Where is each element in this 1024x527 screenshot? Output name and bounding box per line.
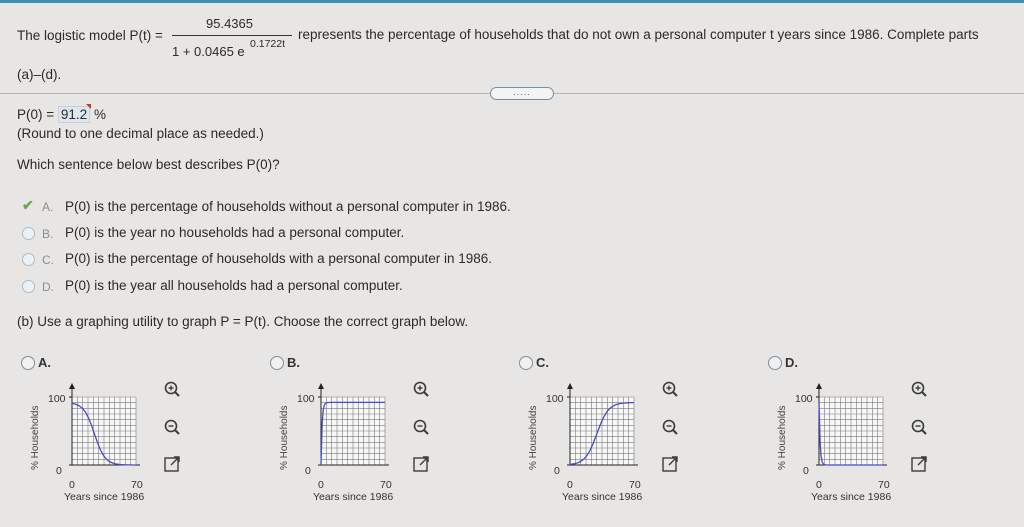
x-tick-end: 70	[131, 479, 143, 491]
model-numerator: 95.4365	[206, 16, 253, 31]
x-axis-label: Years since 1986	[811, 491, 892, 503]
model-exponent: 0.1722t	[250, 38, 286, 50]
x-tick-start: 0	[69, 479, 75, 491]
p0-label: P(0) =	[17, 107, 55, 122]
option-letter: C.	[42, 253, 54, 267]
expand-more-button[interactable]: .....	[490, 87, 554, 100]
radio-button[interactable]	[22, 280, 35, 293]
graph-plot	[309, 380, 409, 476]
option-text: P(0) is the year no households had a personal computer.	[65, 225, 405, 240]
x-axis-label: Years since 1986	[562, 491, 643, 503]
x-axis-label: Years since 1986	[64, 491, 145, 503]
p0-answer-box[interactable]	[58, 106, 90, 123]
graph-plot	[60, 380, 160, 476]
graph-letter: B.	[287, 355, 300, 370]
x-axis-label: Years since 1986	[313, 491, 394, 503]
y-tick-top: 100	[297, 393, 315, 405]
radio-button[interactable]	[22, 253, 35, 266]
graph-letter: A.	[38, 355, 51, 370]
x-tick-end: 70	[629, 479, 641, 491]
option-letter: A.	[42, 200, 54, 214]
p0-line	[17, 106, 106, 123]
y-axis-arrow	[318, 383, 324, 389]
zoom-in-icon[interactable]	[661, 380, 679, 398]
zoom-out-icon[interactable]	[910, 418, 928, 436]
zoom-in-icon[interactable]	[910, 380, 928, 398]
graph-plot	[558, 380, 658, 476]
option-text: P(0) is the year all households had a personal computer.	[65, 278, 403, 293]
popout-icon[interactable]	[163, 455, 181, 473]
option-letter: B.	[42, 227, 54, 241]
zoom-out-icon[interactable]	[412, 418, 430, 436]
y-tick-bottom: 0	[554, 465, 560, 477]
x-tick-start: 0	[567, 479, 573, 491]
model-prefix: The logistic model P(t) =	[17, 28, 163, 43]
intro-parts: (a)–(d).	[17, 67, 62, 82]
question-text: Which sentence below best describes P(0)?	[17, 157, 280, 172]
y-axis-label: % Households	[528, 405, 539, 470]
option-text: P(0) is the percentage of households without a personal computer in 1986.	[65, 199, 511, 214]
intro-suffix: represents the percentage of households that do not own a personal computer t years since 1986. Complete parts	[298, 27, 979, 42]
round-note: (Round to one decimal place as needed.)	[17, 126, 264, 141]
x-tick-end: 70	[380, 479, 392, 491]
zoom-out-icon[interactable]	[163, 418, 181, 436]
popout-icon[interactable]	[412, 455, 430, 473]
model-denominator: 1 + 0.0465 e	[172, 44, 245, 59]
p0-unit: %	[93, 107, 106, 122]
popout-icon[interactable]	[661, 455, 679, 473]
fraction-bar	[172, 35, 292, 36]
part-b-prompt: (b) Use a graphing utility to graph P = P(t). Choose the correct graph below.	[17, 314, 469, 329]
y-axis-arrow	[567, 383, 573, 389]
y-tick-top: 100	[48, 393, 66, 405]
graph-radio-button[interactable]	[768, 356, 782, 370]
graph-plot	[807, 380, 907, 476]
graph-radio-button[interactable]	[519, 356, 533, 370]
graph-radio-button[interactable]	[21, 356, 35, 370]
zoom-out-icon[interactable]	[661, 418, 679, 436]
y-axis-arrow	[69, 383, 75, 389]
x-tick-start: 0	[816, 479, 822, 491]
x-tick-end: 70	[878, 479, 890, 491]
radio-button[interactable]	[22, 227, 35, 240]
y-tick-top: 100	[795, 393, 813, 405]
y-tick-bottom: 0	[803, 465, 809, 477]
zoom-in-icon[interactable]	[163, 380, 181, 398]
y-axis-label: % Households	[777, 405, 788, 470]
option-text: P(0) is the percentage of households with a personal computer in 1986.	[65, 251, 493, 266]
x-tick-start: 0	[318, 479, 324, 491]
popout-icon[interactable]	[910, 455, 928, 473]
graph-letter: D.	[785, 355, 798, 370]
top-accent-bar	[0, 0, 1024, 3]
checkmark-icon: ✔	[22, 197, 34, 213]
graph-radio-button[interactable]	[270, 356, 284, 370]
y-tick-top: 100	[546, 393, 564, 405]
p0-value: 91.2	[60, 107, 88, 122]
graph-letter: C.	[536, 355, 549, 370]
option-letter: D.	[42, 280, 54, 294]
y-tick-bottom: 0	[56, 465, 62, 477]
y-axis-arrow	[816, 383, 822, 389]
y-tick-bottom: 0	[305, 465, 311, 477]
zoom-in-icon[interactable]	[412, 380, 430, 398]
answer-flag-icon	[86, 104, 91, 109]
y-axis-label: % Households	[30, 405, 41, 470]
y-axis-label: % Households	[279, 405, 290, 470]
